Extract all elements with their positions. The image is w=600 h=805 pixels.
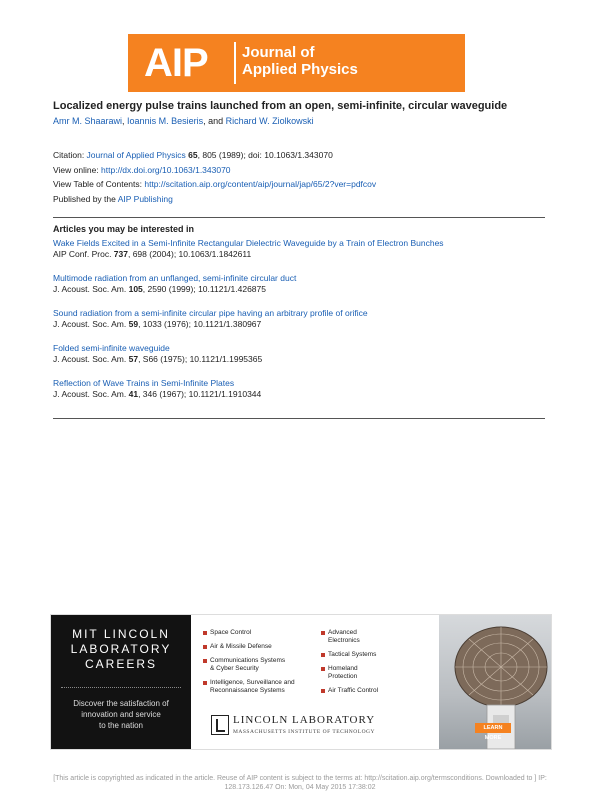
- citation-row: [53, 148, 376, 163]
- toc-row: [53, 177, 376, 192]
- related-article-citation: J. Acoust. Soc. Am. 41, 346 (1967); 10.1121/1.1910344: [53, 389, 262, 399]
- citation-volume: 65: [188, 150, 198, 160]
- ad-area-item: Advanced Electronics: [321, 629, 378, 645]
- journal-name-line2: Applied Physics: [242, 61, 358, 78]
- ad-area-item: Air & Missile Defense: [203, 643, 295, 651]
- citation-journal-link[interactable]: Journal of Applied Physics: [86, 150, 186, 160]
- related-article: [53, 378, 553, 400]
- ad-areas-column-2: [321, 629, 378, 701]
- related-article-link[interactable]: Sound radiation from a semi-infinite circular pipe having an arbitrary profile of orifice: [53, 308, 368, 318]
- related-article: [53, 238, 553, 260]
- related-article: [53, 308, 553, 330]
- divider-bottom: [53, 418, 545, 419]
- ad-areas-column-1: [203, 629, 295, 701]
- toc-label: View Table of Contents:: [53, 179, 145, 189]
- author-separator: ,: [122, 116, 128, 126]
- author-separator: , and: [203, 116, 226, 126]
- related-article-citation: J. Acoust. Soc. Am. 59, 1033 (1976); 10.1121/1.380967: [53, 319, 262, 329]
- related-articles-list: [53, 238, 553, 413]
- footer-line-1: [This article is copyrighted as indicated in the article. Reuse of AIP content is subject to the terms at: http://scitation.aip.org/termsconditions. Downloaded to ] IP:: [53, 775, 547, 782]
- lincoln-lab-mark-icon: [211, 715, 229, 735]
- related-article-link[interactable]: Multimode radiation from an unflanged, semi-infinite circular duct: [53, 273, 297, 283]
- view-online-label: View online:: [53, 164, 102, 175]
- related-article-link[interactable]: Reflection of Wave Trains in Semi-Infinite Plates: [53, 378, 235, 388]
- ad-tagline: Discover the satisfaction of innovation and service to the nation: [73, 699, 169, 730]
- journal-banner[interactable]: [128, 34, 465, 92]
- publisher-row: [53, 192, 376, 207]
- footer-line-2: 128.173.126.47 On: Mon, 04 May 2015 17:38:02: [224, 784, 376, 791]
- related-article-citation: J. Acoust. Soc. Am. 105, 2590 (1999); 10.1121/1.426875: [53, 284, 266, 294]
- lincoln-lab-logo: [211, 713, 426, 739]
- ad-headline-panel: [51, 615, 191, 749]
- related-heading: Articles you may be interested in: [53, 224, 195, 234]
- ad-area-item: Intelligence, Surveillance and Reconnaissance Systems: [203, 679, 295, 695]
- article-title: Localized energy pulse trains launched from an open, semi-infinite, circular waveguide: [53, 100, 508, 112]
- ad-area-item: Space Control: [203, 629, 295, 637]
- published-label: Published by the: [53, 193, 118, 204]
- mit-lincoln-ad[interactable]: [50, 614, 552, 750]
- author-link-1[interactable]: Amr M. Shaarawi: [53, 116, 123, 126]
- ad-area-item: Tactical Systems: [321, 651, 378, 659]
- author-list: [53, 116, 314, 126]
- view-online-link[interactable]: http://dx.doi.org/10.1063/1.343070: [101, 164, 231, 175]
- ad-dotted-rule: [61, 687, 181, 689]
- divider-top: [53, 217, 545, 218]
- related-article-citation: AIP Conf. Proc. 737, 698 (2004); 10.1063/1.1842611: [53, 249, 252, 259]
- ad-headline: MIT LINCOLN LABORATORY CAREERS: [70, 627, 172, 671]
- banner-divider: [234, 42, 236, 84]
- related-article: [53, 343, 553, 365]
- citation-label: Citation:: [53, 150, 87, 160]
- journal-name: [242, 44, 358, 78]
- lincoln-lab-institution: MASSACHUSETTS INSTITUTE OF TECHNOLOGY: [233, 729, 376, 735]
- author-link-3[interactable]: Richard W. Ziolkowski: [225, 116, 314, 126]
- author-link-2[interactable]: Ioannis M. Besieris: [127, 116, 204, 126]
- view-online-row: [53, 163, 376, 178]
- related-article-citation: J. Acoust. Soc. Am. 57, S66 (1975); 10.1121/1.1995365: [53, 354, 263, 364]
- toc-link[interactable]: http://scitation.aip.org/content/aip/journal/jap/65/2?ver=pdfcov: [144, 179, 377, 189]
- copyright-footer: [20, 774, 580, 792]
- ad-area-item: Homeland Protection: [321, 665, 378, 681]
- journal-name-line1: Journal of: [242, 44, 315, 61]
- aip-logo: AIP: [144, 41, 208, 85]
- ad-area-item: Communications Systems & Cyber Security: [203, 657, 295, 673]
- lincoln-lab-name: LINCOLN LABORATORY: [233, 714, 376, 726]
- citation-details: , 805 (1989); doi: 10.1063/1.343070: [197, 150, 333, 160]
- publisher-link[interactable]: AIP Publishing: [117, 193, 173, 204]
- related-article: [53, 273, 553, 295]
- ad-area-item: Air Traffic Control: [321, 687, 378, 695]
- citation-block: [53, 148, 376, 206]
- related-article-link[interactable]: Folded semi-infinite waveguide: [53, 343, 170, 353]
- learn-more-button[interactable]: LEARN MORE: [475, 723, 511, 733]
- related-article-link[interactable]: Wake Fields Excited in a Semi-Infinite Rectangular Dielectric Waveguide by a Train of Electron Bunches: [53, 238, 444, 248]
